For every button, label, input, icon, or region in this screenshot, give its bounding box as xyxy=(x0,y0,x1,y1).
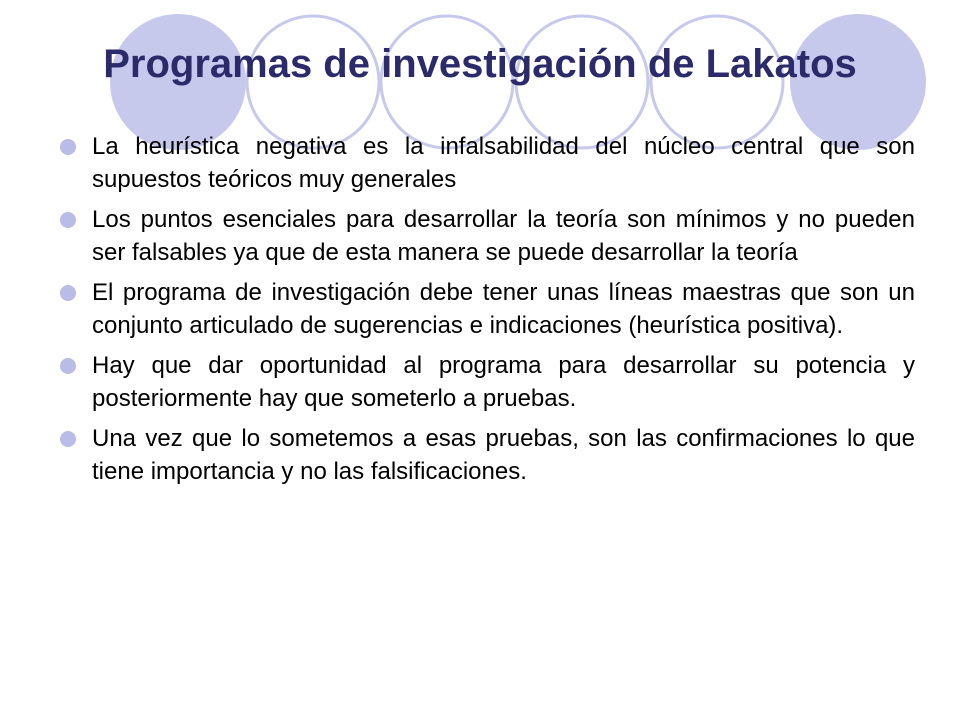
bullet-dot-icon xyxy=(60,139,76,155)
bullet-text: El programa de investigación debe tener unas líneas maestras que son un conjunto articulado de sugerencias e indicaciones (heurística positiva). xyxy=(92,279,915,339)
bullet-item xyxy=(60,422,915,488)
bullet-item xyxy=(60,276,915,342)
bullet-text: Una vez que lo sometemos a esas pruebas, son las confirmaciones lo que tiene importancia y no las falsificaciones. xyxy=(92,425,915,485)
bullet-text: Hay que dar oportunidad al programa para desarrollar su potencia y posteriormente hay que someterlo a pruebas. xyxy=(92,352,915,412)
bullet-dot-icon xyxy=(60,285,76,301)
bullet-text: Los puntos esenciales para desarrollar la teoría son mínimos y no pueden ser falsables ya que de esta manera se puede desarrollar la teoría xyxy=(92,206,915,266)
slide-title: Programas de investigación de Lakatos xyxy=(103,42,857,86)
bullet-item xyxy=(60,130,915,196)
bullet-list xyxy=(60,130,915,495)
bullet-text: La heurística negativa es la infalsabilidad del núcleo central que son supuestos teóricos muy generales xyxy=(92,133,915,193)
bullet-dot-icon xyxy=(60,431,76,447)
bullet-item xyxy=(60,203,915,269)
bullet-dot-icon xyxy=(60,212,76,228)
bullet-dot-icon xyxy=(60,358,76,374)
bullet-item xyxy=(60,349,915,415)
